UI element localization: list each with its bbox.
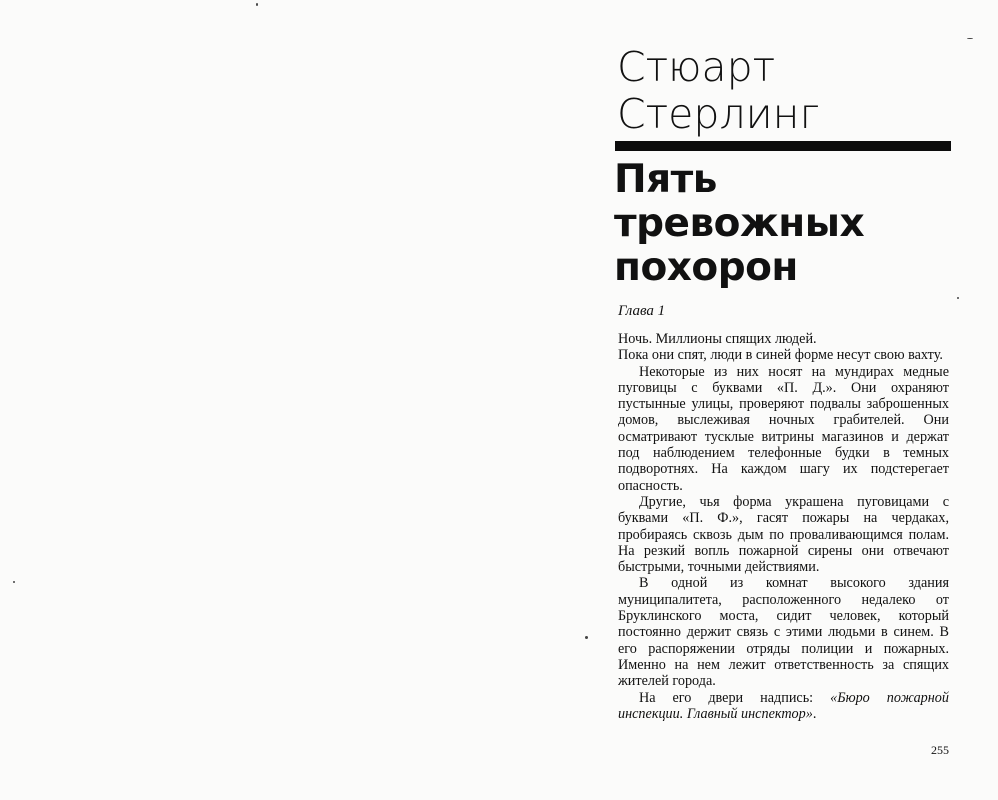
paper-speck <box>967 38 973 39</box>
paragraph: Некоторые из них носят на мундирах медные пуговицы с буквами «П. Д.». Они охраняют пустынные улицы, проверяют подвалы заброшенных домов, выслеживая ночных грабителей. Они осматривают тусклые витрины магазинов и держат под наблюдением телефонные будки в темных подворотнях. На каждом шагу их подстерегает опасность. <box>618 363 949 494</box>
title-line-3: похорон <box>614 245 798 290</box>
paper-speck <box>256 3 258 6</box>
author-first-name: Стюарт <box>617 43 776 91</box>
right-page <box>499 0 998 800</box>
author-name <box>617 44 820 138</box>
title-rule-divider <box>615 141 951 151</box>
door-sign-text: «Бюро пожарной инспекции. Главный инспектор» <box>618 689 949 722</box>
paragraph: Другие, чья форма украшена пуговицами с буквами «П. Ф.», гасят пожары на чердаках, пробираясь сквозь дым по проваливающимся полам. На резкий вопль пожарной сирены они отвечают быстрыми, точными действиями. <box>618 493 949 576</box>
title-line-1: Пять <box>614 157 717 202</box>
paragraph: Пока они спят, люди в синей форме несут свою вахту. <box>618 347 943 364</box>
paragraph: В одной из комнат высокого здания муниципалитета, расположенного недалеко от Бруклинского моста, сидит человек, который постоянно держит связь с этими людьми в синем. В его распоряжении отряды полиции и пожарных. Именно на нем лежит ответственность за спящих жителей города. <box>618 575 949 690</box>
paragraph-last <box>618 690 949 723</box>
paper-speck <box>585 636 588 639</box>
chapter-heading: Глава 1 <box>618 303 666 319</box>
paper-speck <box>13 581 15 583</box>
page-number: 255 <box>931 743 949 757</box>
author-last-name: Стерлинг <box>617 90 820 138</box>
door-sign-lead: На его двери надпись: <box>639 689 831 706</box>
paper-speck <box>957 297 959 299</box>
chapter-text <box>618 331 949 722</box>
book-title <box>614 158 864 290</box>
title-line-2: тревожных <box>614 201 865 246</box>
door-sign-end: . <box>812 705 817 722</box>
paragraph: Ночь. Миллионы спящих людей. <box>618 331 817 347</box>
